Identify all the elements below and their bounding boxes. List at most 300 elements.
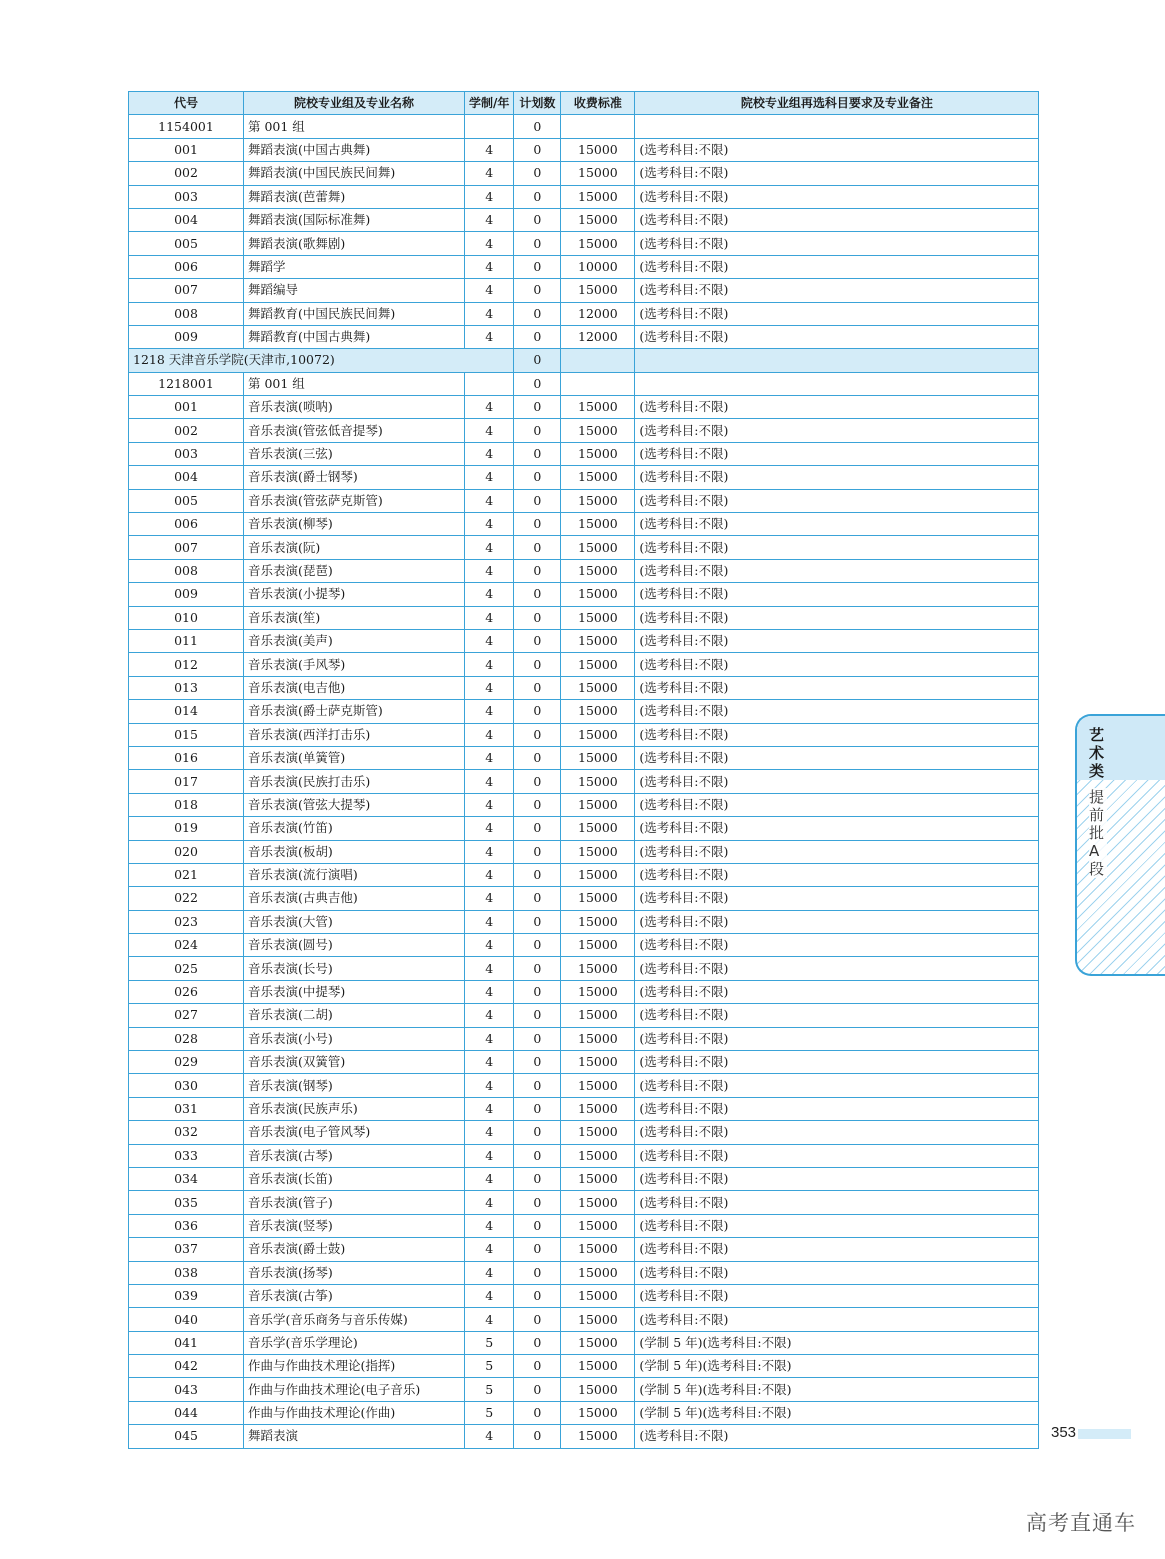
note-cell: (选考科目:不限) bbox=[635, 770, 1039, 793]
major-name: 作曲与作曲技术理论(指挥) bbox=[244, 1355, 465, 1378]
note-cell: (选考科目:不限) bbox=[635, 629, 1039, 652]
group-row bbox=[129, 372, 1039, 395]
major-name: 音乐表演(琵琶) bbox=[244, 559, 465, 582]
table-row bbox=[129, 770, 1039, 793]
plan-count: 0 bbox=[514, 279, 561, 302]
fee-cell: 15000 bbox=[561, 279, 635, 302]
header-name: 院校专业组及专业名称 bbox=[244, 92, 465, 115]
table-row bbox=[129, 138, 1039, 161]
code-cell: 006 bbox=[129, 513, 244, 536]
fee-cell: 15000 bbox=[561, 1238, 635, 1261]
major-name: 音乐表演(钢琴) bbox=[244, 1074, 465, 1097]
plan-count: 0 bbox=[514, 746, 561, 769]
fee-cell: 15000 bbox=[561, 700, 635, 723]
plan-count: 0 bbox=[514, 1238, 561, 1261]
major-name: 音乐学(音乐学理论) bbox=[244, 1331, 465, 1354]
note-cell: (选考科目:不限) bbox=[635, 396, 1039, 419]
plan-count: 0 bbox=[514, 442, 561, 465]
fee-cell bbox=[561, 349, 635, 372]
major-name: 音乐表演(小号) bbox=[244, 1027, 465, 1050]
table-row bbox=[129, 583, 1039, 606]
code-cell: 034 bbox=[129, 1167, 244, 1190]
plan-count: 0 bbox=[514, 349, 561, 372]
table-row bbox=[129, 1074, 1039, 1097]
code-cell: 007 bbox=[129, 279, 244, 302]
note-cell: (选考科目:不限) bbox=[635, 746, 1039, 769]
major-name: 舞蹈表演(歌舞剧) bbox=[244, 232, 465, 255]
fee-cell: 15000 bbox=[561, 746, 635, 769]
fee-cell: 15000 bbox=[561, 1121, 635, 1144]
note-cell: (选考科目:不限) bbox=[635, 1284, 1039, 1307]
fee-cell: 15000 bbox=[561, 840, 635, 863]
table-row bbox=[129, 1308, 1039, 1331]
major-name: 音乐表演(民族打击乐) bbox=[244, 770, 465, 793]
code-cell: 016 bbox=[129, 746, 244, 769]
years-cell: 4 bbox=[465, 1144, 514, 1167]
fee-cell: 15000 bbox=[561, 1401, 635, 1424]
code-cell: 029 bbox=[129, 1051, 244, 1074]
fee-cell: 12000 bbox=[561, 302, 635, 325]
years-cell: 4 bbox=[465, 442, 514, 465]
code-cell: 036 bbox=[129, 1214, 244, 1237]
code-cell: 013 bbox=[129, 676, 244, 699]
table-row bbox=[129, 817, 1039, 840]
plan-count: 0 bbox=[514, 700, 561, 723]
fee-cell: 15000 bbox=[561, 817, 635, 840]
years-cell: 4 bbox=[465, 863, 514, 886]
table-row bbox=[129, 396, 1039, 419]
plan-count: 0 bbox=[514, 208, 561, 231]
table-row bbox=[129, 559, 1039, 582]
major-name: 音乐表演(柳琴) bbox=[244, 513, 465, 536]
plan-count: 0 bbox=[514, 980, 561, 1003]
table-row bbox=[129, 1167, 1039, 1190]
table-row bbox=[129, 1355, 1039, 1378]
table-row bbox=[129, 1051, 1039, 1074]
table-row bbox=[129, 863, 1039, 886]
major-name: 舞蹈教育(中国民族民间舞) bbox=[244, 302, 465, 325]
years-cell: 4 bbox=[465, 723, 514, 746]
years-cell: 4 bbox=[465, 396, 514, 419]
years-cell: 4 bbox=[465, 676, 514, 699]
fee-cell: 15000 bbox=[561, 606, 635, 629]
major-name: 音乐表演(电子管风琴) bbox=[244, 1121, 465, 1144]
plan-count: 0 bbox=[514, 1167, 561, 1190]
table-row bbox=[129, 1214, 1039, 1237]
plan-count: 0 bbox=[514, 1308, 561, 1331]
major-name: 舞蹈表演(芭蕾舞) bbox=[244, 185, 465, 208]
years-cell: 4 bbox=[465, 957, 514, 980]
note-cell: (选考科目:不限) bbox=[635, 559, 1039, 582]
years-cell: 4 bbox=[465, 1074, 514, 1097]
note-cell: (选考科目:不限) bbox=[635, 934, 1039, 957]
major-name: 音乐表演(三弦) bbox=[244, 442, 465, 465]
years-cell: 4 bbox=[465, 302, 514, 325]
fee-cell: 15000 bbox=[561, 676, 635, 699]
table-row bbox=[129, 606, 1039, 629]
note-cell: (选考科目:不限) bbox=[635, 255, 1039, 278]
fee-cell: 15000 bbox=[561, 653, 635, 676]
code-cell: 004 bbox=[129, 466, 244, 489]
note-cell: (选考科目:不限) bbox=[635, 1051, 1039, 1074]
years-cell: 4 bbox=[465, 536, 514, 559]
code-cell: 042 bbox=[129, 1355, 244, 1378]
table-row bbox=[129, 466, 1039, 489]
table-row bbox=[129, 442, 1039, 465]
note-cell: (选考科目:不限) bbox=[635, 606, 1039, 629]
note-cell: (选考科目:不限) bbox=[635, 863, 1039, 886]
fee-cell: 15000 bbox=[561, 1027, 635, 1050]
plan-count: 0 bbox=[514, 396, 561, 419]
fee-cell: 15000 bbox=[561, 1097, 635, 1120]
table-row bbox=[129, 723, 1039, 746]
side-tab-batch: 提前批A段 bbox=[1089, 788, 1107, 878]
table-header-row bbox=[129, 92, 1039, 115]
fee-cell: 15000 bbox=[561, 419, 635, 442]
years-cell: 4 bbox=[465, 232, 514, 255]
note-cell: (选考科目:不限) bbox=[635, 1425, 1039, 1448]
note-cell: (选考科目:不限) bbox=[635, 583, 1039, 606]
years-cell: 4 bbox=[465, 513, 514, 536]
table-row bbox=[129, 1027, 1039, 1050]
plan-count: 0 bbox=[514, 606, 561, 629]
years-cell: 4 bbox=[465, 1027, 514, 1050]
table-row bbox=[129, 700, 1039, 723]
years-cell: 4 bbox=[465, 817, 514, 840]
major-name: 音乐表演(古典吉他) bbox=[244, 887, 465, 910]
note-cell: (选考科目:不限) bbox=[635, 162, 1039, 185]
code-cell: 011 bbox=[129, 629, 244, 652]
major-name: 舞蹈教育(中国古典舞) bbox=[244, 325, 465, 348]
major-name: 舞蹈表演 bbox=[244, 1425, 465, 1448]
watermark: 高考直通车 bbox=[1026, 1511, 1136, 1535]
table-row bbox=[129, 1004, 1039, 1027]
fee-cell: 15000 bbox=[561, 793, 635, 816]
fee-cell: 15000 bbox=[561, 162, 635, 185]
years-cell: 5 bbox=[465, 1355, 514, 1378]
table-row bbox=[129, 957, 1039, 980]
years-cell: 4 bbox=[465, 1238, 514, 1261]
fee-cell: 10000 bbox=[561, 255, 635, 278]
major-name: 舞蹈编导 bbox=[244, 279, 465, 302]
plan-count: 0 bbox=[514, 840, 561, 863]
plan-count: 0 bbox=[514, 770, 561, 793]
code-cell: 014 bbox=[129, 700, 244, 723]
years-cell: 4 bbox=[465, 279, 514, 302]
group-row bbox=[129, 115, 1039, 138]
plan-count: 0 bbox=[514, 1121, 561, 1144]
section-side-tab bbox=[1075, 714, 1165, 976]
plan-count: 0 bbox=[514, 1331, 561, 1354]
years-cell: 4 bbox=[465, 1167, 514, 1190]
years-cell: 4 bbox=[465, 746, 514, 769]
plan-count: 0 bbox=[514, 185, 561, 208]
fee-cell bbox=[561, 372, 635, 395]
years-cell: 4 bbox=[465, 325, 514, 348]
fee-cell: 15000 bbox=[561, 1261, 635, 1284]
fee-cell: 15000 bbox=[561, 1284, 635, 1307]
code-cell: 044 bbox=[129, 1401, 244, 1424]
code-cell: 024 bbox=[129, 934, 244, 957]
plan-count: 0 bbox=[514, 863, 561, 886]
table-row bbox=[129, 279, 1039, 302]
plan-count: 0 bbox=[514, 1074, 561, 1097]
code-cell: 017 bbox=[129, 770, 244, 793]
years-cell: 4 bbox=[465, 887, 514, 910]
years-cell: 4 bbox=[465, 700, 514, 723]
note-cell: (学制 5 年)(选考科目:不限) bbox=[635, 1378, 1039, 1401]
code-cell: 032 bbox=[129, 1121, 244, 1144]
page-number-bar bbox=[1078, 1429, 1131, 1439]
fee-cell: 15000 bbox=[561, 489, 635, 512]
plan-count: 0 bbox=[514, 559, 561, 582]
table-row bbox=[129, 208, 1039, 231]
code-cell: 026 bbox=[129, 980, 244, 1003]
plan-count: 0 bbox=[514, 372, 561, 395]
plan-count: 0 bbox=[514, 255, 561, 278]
major-name: 音乐表演(爵士钢琴) bbox=[244, 466, 465, 489]
table-row bbox=[129, 489, 1039, 512]
table-row bbox=[129, 653, 1039, 676]
table-row bbox=[129, 255, 1039, 278]
fee-cell: 15000 bbox=[561, 232, 635, 255]
major-name: 音乐表演(板胡) bbox=[244, 840, 465, 863]
plan-count: 0 bbox=[514, 817, 561, 840]
fee-cell: 15000 bbox=[561, 583, 635, 606]
major-name: 音乐表演(古琴) bbox=[244, 1144, 465, 1167]
note-cell: (选考科目:不限) bbox=[635, 840, 1039, 863]
major-name: 音乐表演(美声) bbox=[244, 629, 465, 652]
note-cell: (选考科目:不限) bbox=[635, 1191, 1039, 1214]
fee-cell: 12000 bbox=[561, 325, 635, 348]
years-cell: 4 bbox=[465, 1308, 514, 1331]
plan-count: 0 bbox=[514, 957, 561, 980]
major-name: 音乐表演(圆号) bbox=[244, 934, 465, 957]
fee-cell: 15000 bbox=[561, 185, 635, 208]
note-cell: (选考科目:不限) bbox=[635, 793, 1039, 816]
code-cell: 012 bbox=[129, 653, 244, 676]
note-cell: (学制 5 年)(选考科目:不限) bbox=[635, 1355, 1039, 1378]
plan-count: 0 bbox=[514, 653, 561, 676]
years-cell: 4 bbox=[465, 489, 514, 512]
years-cell: 4 bbox=[465, 583, 514, 606]
page-number: 353 bbox=[1051, 1424, 1077, 1441]
plan-count: 0 bbox=[514, 138, 561, 161]
years-cell: 4 bbox=[465, 1097, 514, 1120]
plan-count: 0 bbox=[514, 536, 561, 559]
note-cell: (选考科目:不限) bbox=[635, 1238, 1039, 1261]
table-row bbox=[129, 629, 1039, 652]
header-plan: 计划数 bbox=[514, 92, 561, 115]
plan-count: 0 bbox=[514, 232, 561, 255]
fee-cell: 15000 bbox=[561, 396, 635, 419]
major-name: 音乐表演(西洋打击乐) bbox=[244, 723, 465, 746]
major-name: 音乐表演(唢呐) bbox=[244, 396, 465, 419]
code-cell: 005 bbox=[129, 232, 244, 255]
plan-count: 0 bbox=[514, 723, 561, 746]
note-cell: (选考科目:不限) bbox=[635, 1167, 1039, 1190]
major-name: 音乐表演(管弦大提琴) bbox=[244, 793, 465, 816]
table-row bbox=[129, 1284, 1039, 1307]
note-cell: (选考科目:不限) bbox=[635, 513, 1039, 536]
header-years: 学制/年 bbox=[465, 92, 514, 115]
plan-count: 0 bbox=[514, 1401, 561, 1424]
years-cell: 4 bbox=[465, 980, 514, 1003]
plan-count: 0 bbox=[514, 1355, 561, 1378]
code-cell: 002 bbox=[129, 419, 244, 442]
major-name: 舞蹈学 bbox=[244, 255, 465, 278]
years-cell bbox=[465, 372, 514, 395]
note-cell: (选考科目:不限) bbox=[635, 1261, 1039, 1284]
code-cell: 040 bbox=[129, 1308, 244, 1331]
table-row bbox=[129, 232, 1039, 255]
major-name: 音乐表演(笙) bbox=[244, 606, 465, 629]
note-cell: (选考科目:不限) bbox=[635, 302, 1039, 325]
fee-cell: 15000 bbox=[561, 1167, 635, 1190]
header-code: 代号 bbox=[129, 92, 244, 115]
note-cell: (选考科目:不限) bbox=[635, 653, 1039, 676]
years-cell bbox=[465, 115, 514, 138]
table-row bbox=[129, 419, 1039, 442]
years-cell: 4 bbox=[465, 793, 514, 816]
table-row bbox=[129, 302, 1039, 325]
years-cell: 4 bbox=[465, 1004, 514, 1027]
note-cell: (学制 5 年)(选考科目:不限) bbox=[635, 1401, 1039, 1424]
fee-cell: 15000 bbox=[561, 1425, 635, 1448]
fee-cell: 15000 bbox=[561, 863, 635, 886]
table-row bbox=[129, 1097, 1039, 1120]
years-cell: 4 bbox=[465, 1214, 514, 1237]
major-name: 音乐表演(手风琴) bbox=[244, 653, 465, 676]
fee-cell: 15000 bbox=[561, 138, 635, 161]
table-row bbox=[129, 1191, 1039, 1214]
table-row bbox=[129, 1144, 1039, 1167]
plan-count: 0 bbox=[514, 1378, 561, 1401]
code-cell: 008 bbox=[129, 559, 244, 582]
table-row bbox=[129, 746, 1039, 769]
table-row bbox=[129, 185, 1039, 208]
major-name: 音乐表演(单簧管) bbox=[244, 746, 465, 769]
note-cell bbox=[635, 372, 1039, 395]
fee-cell: 15000 bbox=[561, 1331, 635, 1354]
code-cell: 038 bbox=[129, 1261, 244, 1284]
note-cell: (选考科目:不限) bbox=[635, 185, 1039, 208]
fee-cell: 15000 bbox=[561, 910, 635, 933]
note-cell: (选考科目:不限) bbox=[635, 723, 1039, 746]
plan-count: 0 bbox=[514, 419, 561, 442]
note-cell: (选考科目:不限) bbox=[635, 325, 1039, 348]
code-cell: 005 bbox=[129, 489, 244, 512]
code-cell: 033 bbox=[129, 1144, 244, 1167]
years-cell: 5 bbox=[465, 1401, 514, 1424]
code-cell: 043 bbox=[129, 1378, 244, 1401]
code-cell: 008 bbox=[129, 302, 244, 325]
major-name: 音乐表演(流行演唱) bbox=[244, 863, 465, 886]
major-name: 音乐表演(扬琴) bbox=[244, 1261, 465, 1284]
code-cell: 009 bbox=[129, 583, 244, 606]
fee-cell: 15000 bbox=[561, 887, 635, 910]
fee-cell: 15000 bbox=[561, 1144, 635, 1167]
fee-cell: 15000 bbox=[561, 1378, 635, 1401]
table-row bbox=[129, 934, 1039, 957]
note-cell: (选考科目:不限) bbox=[635, 700, 1039, 723]
note-cell: (选考科目:不限) bbox=[635, 817, 1039, 840]
side-tab-category: 艺术类 bbox=[1089, 726, 1105, 780]
note-cell: (选考科目:不限) bbox=[635, 232, 1039, 255]
fee-cell: 15000 bbox=[561, 1308, 635, 1331]
fee-cell: 15000 bbox=[561, 559, 635, 582]
major-name: 音乐表演(管弦萨克斯管) bbox=[244, 489, 465, 512]
years-cell: 4 bbox=[465, 466, 514, 489]
major-name: 舞蹈表演(国际标准舞) bbox=[244, 208, 465, 231]
table-row bbox=[129, 162, 1039, 185]
code-cell: 025 bbox=[129, 957, 244, 980]
code-cell: 022 bbox=[129, 887, 244, 910]
plan-count: 0 bbox=[514, 934, 561, 957]
code-cell: 018 bbox=[129, 793, 244, 816]
years-cell: 5 bbox=[465, 1378, 514, 1401]
years-cell: 5 bbox=[465, 1331, 514, 1354]
table-row bbox=[129, 887, 1039, 910]
code-cell: 019 bbox=[129, 817, 244, 840]
fee-cell: 15000 bbox=[561, 442, 635, 465]
fee-cell: 15000 bbox=[561, 980, 635, 1003]
plan-count: 0 bbox=[514, 676, 561, 699]
plan-count: 0 bbox=[514, 1425, 561, 1448]
fee-cell: 15000 bbox=[561, 1074, 635, 1097]
fee-cell: 15000 bbox=[561, 629, 635, 652]
plan-count: 0 bbox=[514, 1004, 561, 1027]
years-cell: 4 bbox=[465, 1051, 514, 1074]
table-row bbox=[129, 1331, 1039, 1354]
major-name: 作曲与作曲技术理论(电子音乐) bbox=[244, 1378, 465, 1401]
plan-count: 0 bbox=[514, 115, 561, 138]
major-name: 第 001 组 bbox=[244, 115, 465, 138]
code-cell: 009 bbox=[129, 325, 244, 348]
code-cell: 003 bbox=[129, 185, 244, 208]
table-row bbox=[129, 1378, 1039, 1401]
years-cell: 4 bbox=[465, 1284, 514, 1307]
plan-count: 0 bbox=[514, 513, 561, 536]
note-cell: (选考科目:不限) bbox=[635, 1027, 1039, 1050]
plan-count: 0 bbox=[514, 793, 561, 816]
note-cell: (选考科目:不限) bbox=[635, 466, 1039, 489]
note-cell: (选考科目:不限) bbox=[635, 1004, 1039, 1027]
plan-count: 0 bbox=[514, 1214, 561, 1237]
code-cell: 001 bbox=[129, 138, 244, 161]
school-name: 1218 天津音乐学院(天津市,10072) bbox=[129, 349, 514, 372]
years-cell: 4 bbox=[465, 840, 514, 863]
code-cell: 023 bbox=[129, 910, 244, 933]
fee-cell: 15000 bbox=[561, 723, 635, 746]
major-name: 音乐表演(管弦低音提琴) bbox=[244, 419, 465, 442]
major-name: 音乐表演(二胡) bbox=[244, 1004, 465, 1027]
plan-count: 0 bbox=[514, 887, 561, 910]
table-row bbox=[129, 513, 1039, 536]
fee-cell: 15000 bbox=[561, 513, 635, 536]
note-cell: (选考科目:不限) bbox=[635, 1121, 1039, 1144]
note-cell: (选考科目:不限) bbox=[635, 957, 1039, 980]
major-name: 音乐表演(古筝) bbox=[244, 1284, 465, 1307]
table-row bbox=[129, 793, 1039, 816]
code-cell: 021 bbox=[129, 863, 244, 886]
years-cell: 4 bbox=[465, 185, 514, 208]
major-name: 音乐表演(长笛) bbox=[244, 1167, 465, 1190]
note-cell: (选考科目:不限) bbox=[635, 279, 1039, 302]
table-row bbox=[129, 1425, 1039, 1448]
years-cell: 4 bbox=[465, 1261, 514, 1284]
plan-count: 0 bbox=[514, 466, 561, 489]
